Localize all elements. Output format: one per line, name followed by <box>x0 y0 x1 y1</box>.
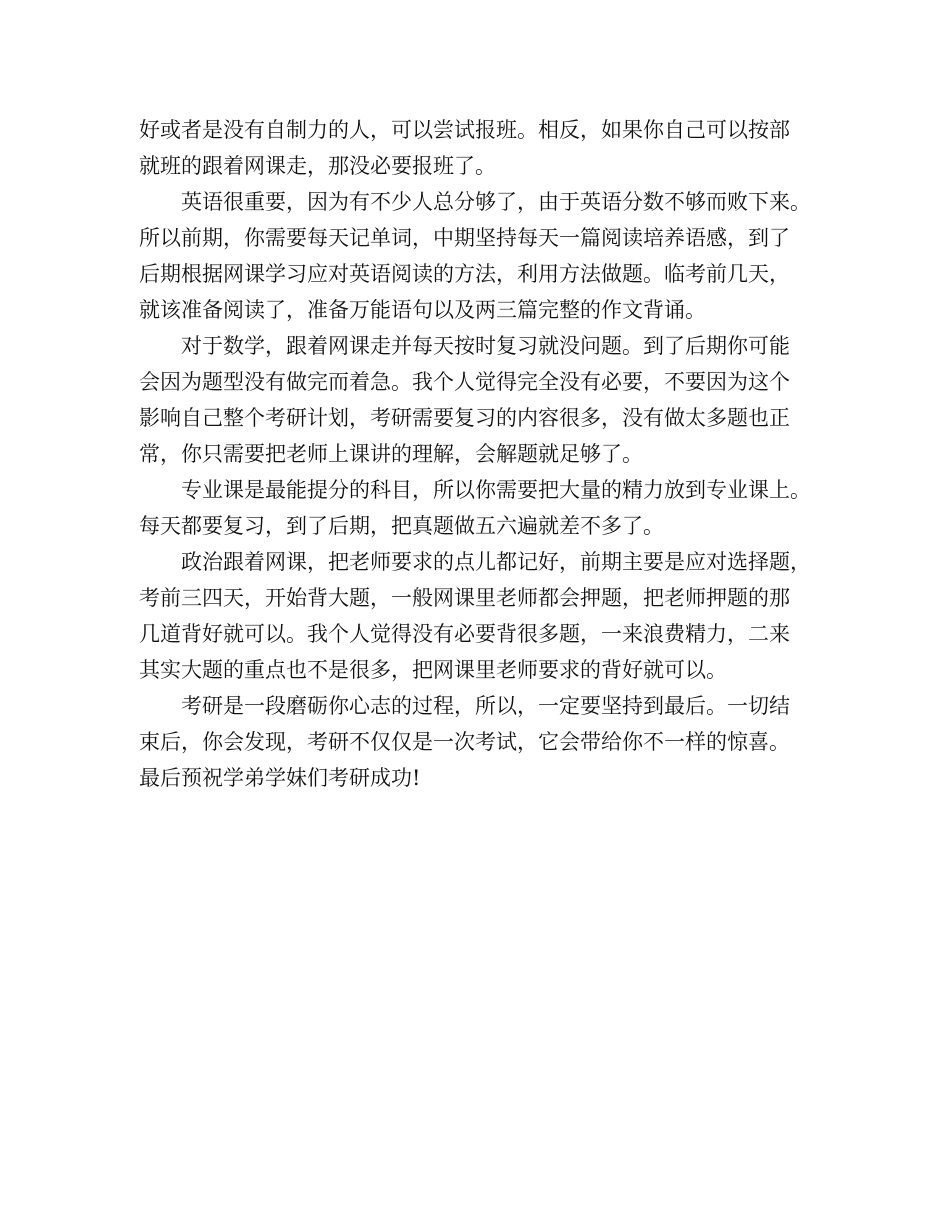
paragraph-politics-start: 政治跟着网课，把老师要求的点儿都记好，前期主要是应对选择题， <box>181 550 811 574</box>
paragraph-conclusion-start: 考研是一段磨砺你心志的过程，所以，一定要坚持到最后。一切结 <box>181 694 790 718</box>
text-line: 所以前期，你需要每天记单词，中期坚持每天一篇阅读培养语感，到了 <box>139 226 790 250</box>
text-line: 束后，你会发现，考研不仅仅是一次考试，它会带给你不一样的惊喜。 <box>139 730 790 754</box>
text-line: 其实大题的重点也不是很多，把网课里老师要求的背好就可以。 <box>139 658 727 682</box>
paragraph-major-start: 专业课是最能提分的科目，所以你需要把大量的精力放到专业课上。 <box>181 478 811 502</box>
text-line: 后期根据网课学习应对英语阅读的方法，利用方法做题。临考前几天， <box>139 262 790 286</box>
text-line: 影响自己整个考研计划，考研需要复习的内容很多，没有做太多题也正 <box>139 406 790 430</box>
text-line: 会因为题型没有做完而着急。我个人觉得完全没有必要，不要因为这个 <box>139 370 790 394</box>
paragraph-math-start: 对于数学，跟着网课走并每天按时复习就没问题。到了后期你可能 <box>181 334 790 358</box>
text-line: 每天都要复习，到了后期，把真题做五六遍就差不多了。 <box>139 514 664 538</box>
text-line: 考前三四天，开始背大题，一般网课里老师都会押题，把老师押题的那 <box>139 586 790 610</box>
text-line: 最后预祝学弟学妹们考研成功! <box>139 766 421 790</box>
text-line: 好或者是没有自制力的人，可以尝试报班。相反，如果你自己可以按部 <box>139 118 790 142</box>
text-line: 就该准备阅读了，准备万能语句以及两三篇完整的作文背诵。 <box>139 298 706 322</box>
text-line: 几道背好就可以。我个人觉得没有必要背很多题，一来浪费精力，二来 <box>139 622 790 646</box>
paragraph-english-start: 英语很重要，因为有不少人总分够了，由于英语分数不够而败下来。 <box>181 190 811 214</box>
text-line: 常，你只需要把老师上课讲的理解，会解题就足够了。 <box>139 442 643 466</box>
document-body <box>139 112 829 796</box>
text-line: 就班的跟着网课走，那没必要报班了。 <box>139 154 496 178</box>
